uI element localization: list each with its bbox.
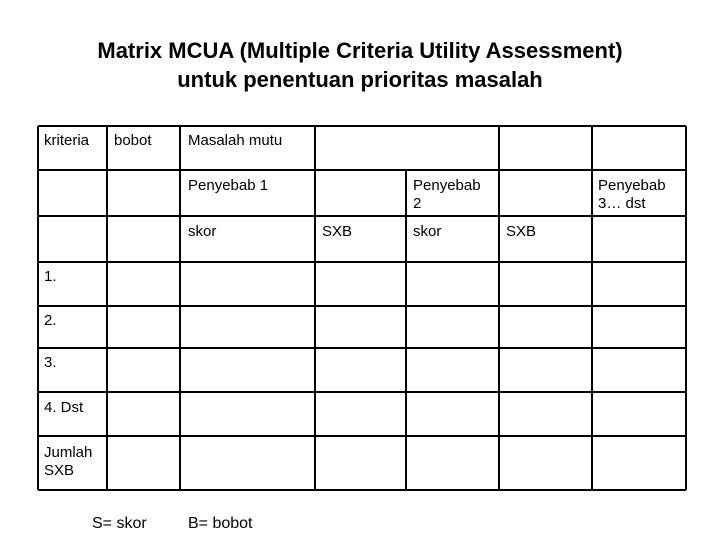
row-label-1: 1.: [44, 268, 57, 285]
header-kriteria: kriteria: [44, 132, 90, 149]
header-sxb-2: SXB: [506, 223, 537, 240]
row-label-4: 4. Dst: [44, 399, 84, 416]
title-line-1: Matrix MCUA (Multiple Criteria Utility Assessment): [97, 38, 623, 63]
header-skor-2: skor: [413, 223, 442, 240]
legend-skor: S= skor: [92, 515, 147, 532]
header-penyebab-3: Penyebab 3… dst: [598, 177, 666, 212]
header-skor-1: skor: [188, 223, 217, 240]
header-penyebab-2: Penyebab 2: [413, 177, 481, 212]
legend-bobot: B= bobot: [188, 515, 253, 532]
title-line-2: untuk penentuan prioritas masalah: [177, 67, 543, 92]
row-label-2: 2.: [44, 312, 57, 329]
header-masalah-mutu: Masalah mutu: [188, 132, 283, 149]
header-sxb-1: SXB: [322, 223, 353, 240]
header-bobot: bobot: [114, 132, 152, 149]
header-penyebab-1: Penyebab 1: [188, 177, 269, 194]
row-label-3: 3.: [44, 354, 57, 371]
row-label-jumlah-sxb: Jumlah SXB: [44, 444, 93, 479]
